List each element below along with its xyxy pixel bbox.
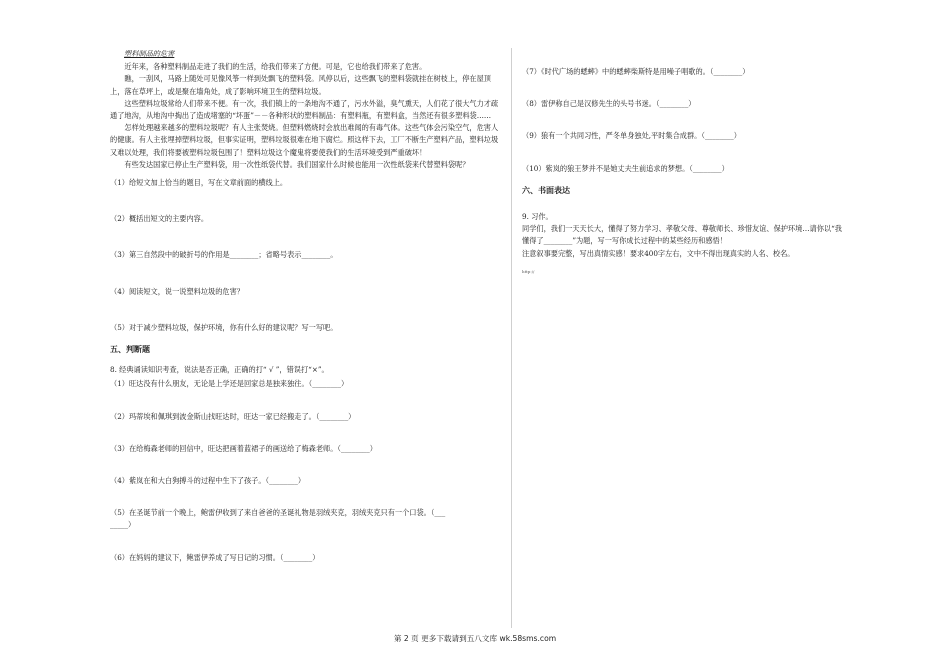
right-column bbox=[522, 48, 842, 278]
passage-paragraph-4: 怎样处理越来越多的塑料垃圾呢？有人主张焚烧。但塑料燃烧时会放出难闻的有毒气体。这些气体会污染空气，危害人的健康。有人主张埋掉塑料垃圾，但事实证明，塑料垃圾很难在地下腐烂。照这样下去，工厂不断生产塑料产品，塑料垃圾又难以处理，我们将要被塑料垃圾包围了！塑料垃圾这个魔鬼将要使我们的生活环境受到严重破坏！ bbox=[110, 123, 499, 157]
judge-item-5-cont: _____） bbox=[110, 520, 136, 530]
page-footer: 第 2 页 更多下载请到五八文库 wk.58sms.com bbox=[393, 634, 557, 643]
passage-paragraph-5: 有些发达国家已停止生产塑料袋，用一次性纸袋代替。我们国家什么时候也能用一次性纸袋来代替塑料袋呢？ bbox=[124, 159, 470, 169]
judge-item-8: （8）雷伊称自己是汉修先生的头号书迷。（________） bbox=[522, 99, 696, 109]
passage-paragraph-2: 瞧，一刮风，马路上随处可见像风筝一样到处飘飞的塑料袋。风停以后，这些飘飞的塑料袋就挂在树枝上，停在屋顶上，落在草坪上，或是聚在墙角处，成了影响环境卫生的塑料垃圾。 bbox=[110, 74, 491, 96]
judge-item-10: （10）紫岚的狼王梦并不是她丈夫生前追求的梦想。（________） bbox=[522, 163, 729, 173]
tiny-url: http:// bbox=[522, 268, 535, 274]
column-divider bbox=[511, 48, 512, 628]
judge-item-2: （2）玛蒂埃和佩琪到波金斯山找旺达时，旺达一家已经搬走了。（________） bbox=[110, 411, 356, 421]
judge-item-7: （7）《时代广场的蟋蟀》中的蟋蟀柴斯特是用噪子唱歌的。（________） bbox=[522, 67, 750, 76]
left-column bbox=[110, 48, 502, 564]
passage-title: 塑料制品的危害 bbox=[124, 49, 175, 58]
question-1: （1）给短文加上恰当的题目，写在文章前面的横线上。 bbox=[110, 178, 288, 188]
passage-paragraph-1: 近年来，各种塑料制品走进了我们的生活，给我们带来了方便。可是，它也给我们带来了危害。 bbox=[124, 62, 427, 72]
question-3: （3）第三自然段中的破折号的作用是________；省略号表示________。 bbox=[110, 250, 338, 260]
question-4: （4）阅读短文，说一说塑料垃圾的危害？ bbox=[110, 286, 244, 296]
judge-item-5: （5）在圣诞节前一个晚上，鲍雷伊收到了来自爸爸的圣诞礼物是羽绒夹克，羽绒夹克只有一个口袋。（___ bbox=[110, 508, 446, 518]
judge-item-3: （3）在给梅森老师的回信中，旺达把画着蓝裙子的画送给了梅森老师。（________） bbox=[110, 443, 377, 453]
q9-requirements: 注意叙事要完整，写出真情实感！要求400字左右，文中不得出现真实的人名、校名。 bbox=[522, 248, 795, 258]
question-2: （2）概括出短文的主要内容。 bbox=[110, 214, 209, 224]
judge-item-1: （1）旺达没有什么朋友，无论是上学还是回家总是独来独往。（________） bbox=[110, 379, 349, 389]
passage-paragraph-3: 这些塑料垃圾常给人们带来不便。有一次，我们镇上的一条地沟不通了，污水外溢，臭气熏天，人们花了很大气力才疏通了地沟，从地沟中掏出了造成堵塞的“坏蛋”－－各种形状的塑料制品：有塑料瓶，有塑料盒，当然还有很多塑料袋…… bbox=[110, 98, 499, 121]
section-6-title: 六、书面表达 bbox=[522, 185, 570, 195]
question-5: （5）对于减少塑料垃圾，保护环境，你有什么好的建议呢？写一写吧。 bbox=[110, 322, 338, 332]
q9-body: 同学们，我们一天天长大，懂得了努力学习、孝敬父母、尊敬师长、珍惜友谊、保护环境…请你以“我懂得了________”为题，写一写你成长过程中的某些经历和感悟！ bbox=[522, 224, 842, 246]
section-5-title: 五、判断题 bbox=[110, 345, 150, 355]
judge-item-9: （9）狼有一个共同习性，严冬单身独处,平时集合成群。（________） bbox=[522, 131, 741, 141]
judge-item-4: （4）紫岚在和大白狗搏斗的过程中生下了孩子。（________） bbox=[110, 476, 306, 486]
q9-stem: 9. 习作。 bbox=[522, 212, 553, 222]
q8-stem: 8. 经典诵读知识考查，说法是否正确，正确的打“ √ ”，错误打“×”。 bbox=[110, 365, 329, 375]
judge-item-6: （6）在妈妈的建议下，鲍雷伊养成了写日记的习惯。（________） bbox=[110, 552, 320, 562]
